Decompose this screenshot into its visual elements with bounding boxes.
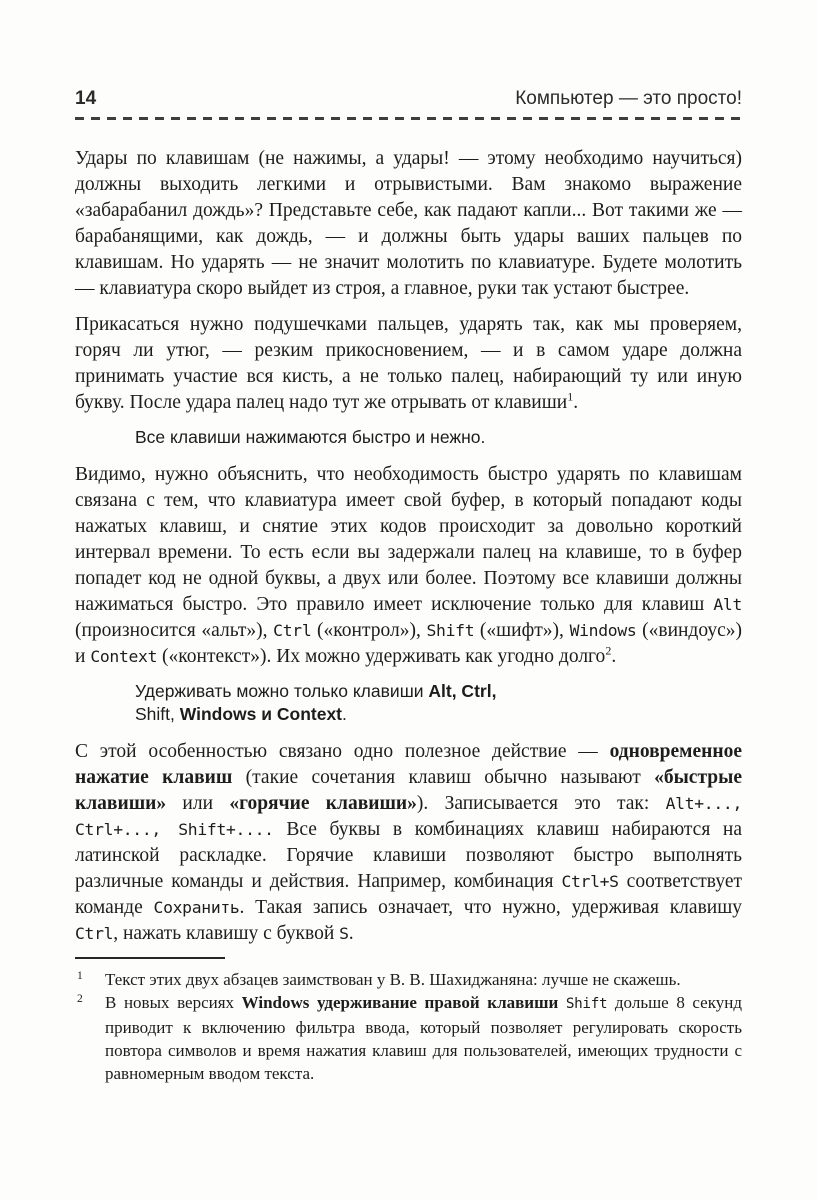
text-run: Shift, bbox=[135, 704, 180, 724]
text-run: Alt, Ctrl, bbox=[428, 681, 497, 701]
text-run bbox=[558, 993, 566, 1012]
text-run: (такие сочетания клавиш обычно называют bbox=[232, 767, 655, 788]
body-paragraph bbox=[75, 462, 742, 670]
text-run: Ctrl bbox=[273, 621, 312, 640]
text-run: («шифт»), bbox=[474, 620, 570, 641]
inset-note bbox=[135, 680, 742, 726]
text-run: (произносится «альт»), bbox=[75, 620, 274, 641]
text-run: («контрол»), bbox=[311, 620, 427, 641]
footnote-reference: 2 bbox=[605, 643, 612, 658]
text-run: соответствует команде bbox=[75, 871, 742, 918]
text-run: дольше 8 секунд приводит к включению фильтра ввода, который позволяет регулировать скорость повтора символов и время нажатия клавиш для пользователей, имеющих трудности с равномерным вводом текста. bbox=[105, 993, 742, 1083]
page-number: 14 bbox=[75, 88, 97, 109]
body-paragraph bbox=[75, 146, 742, 302]
text-run: Удерживать можно только клавиши bbox=[135, 681, 429, 701]
text-run: . bbox=[611, 646, 617, 667]
text-run: Windows bbox=[569, 621, 637, 640]
text-run: Shift bbox=[426, 621, 475, 640]
body-paragraph bbox=[75, 312, 742, 416]
text-run: Прикасаться нужно подушечками пальцев, ударять так, как мы проверяем, горяч ли утюг, — резким прикосновением, — и в самом ударе должна принимать участие вся кисть, а не только палец, набирающий ту или иную букву. После удара палец надо тут же отрывать от клавиши bbox=[75, 314, 742, 413]
book-title: Компьютер — это просто! bbox=[515, 88, 742, 109]
text-run: «горячие клавиши» bbox=[229, 793, 417, 814]
text-run: S bbox=[339, 924, 349, 943]
text-run: («виндоус») и bbox=[75, 620, 743, 667]
text-run: Удары по клавишам (не нажимы, а удары! — этому необходимо научиться) должны выходить легкими и отрывистыми. Вам знакомо выражение «забарабанил дождь»? Представьте себе, как падают капли... Вот такими же — барабанящими, как дождь, — и должны быть удары ваших пальцев по клавишам. Но ударять — не значит молотить по клавиатуре. Будете молотить — клавиатура скоро выйдет из строя, а главное, руки так устают быстрее. bbox=[75, 148, 742, 299]
text-run: Windows удерживание правой клавиши bbox=[241, 993, 559, 1012]
text-run: В новых версиях bbox=[105, 993, 242, 1012]
footnote bbox=[75, 991, 742, 1085]
page-body bbox=[75, 146, 742, 947]
footnotes-section bbox=[75, 957, 742, 1085]
text-run: или bbox=[166, 793, 230, 814]
text-run: Ctrl bbox=[75, 924, 114, 943]
text-run: Видимо, нужно объяснить, что необходимость быстро ударять по клавишам связана с тем, что клавиатура имеет свой буфер, в который попадают коды нажатых клавиш, и снятие этих кодов происходит за довольно короткий интервал времени. То есть если вы задержали палец на клавише, то в буфер попадет код не одной буквы, а двух или более. Поэтому все клавиши должны нажиматься быстро. Это правило имеет исключение только для клавиш bbox=[75, 464, 742, 615]
text-run: . bbox=[573, 392, 579, 413]
text-run: Текст этих двух абзацев заимствован у В. В. Шахиджаняна: лучше не скажешь. bbox=[105, 970, 681, 989]
footnote-rule bbox=[75, 957, 225, 959]
text-run: . bbox=[342, 704, 347, 724]
text-run: Alt bbox=[713, 595, 742, 614]
text-run: Windows и Context bbox=[179, 704, 343, 724]
text-run: одновременное нажатие клавиш bbox=[75, 741, 742, 788]
body-paragraph bbox=[75, 739, 742, 947]
text-run: Alt+..., Ctrl+..., Shift+.... bbox=[75, 794, 742, 839]
text-run: ). Записывается это так: bbox=[416, 793, 666, 814]
footnote-marker: 1 bbox=[77, 970, 83, 982]
text-run: «быстрые клавиши» bbox=[75, 767, 742, 814]
footnote-reference: 1 bbox=[567, 389, 574, 404]
text-run: Context bbox=[90, 647, 158, 666]
text-run: , нажать клавишу с буквой bbox=[113, 923, 340, 944]
inset-note bbox=[135, 426, 742, 449]
text-run: С этой особенностью связано одно полезное действие — bbox=[75, 741, 610, 762]
text-run: Все буквы в комбинациях клавиш набираются на латинской раскладке. Горячие клавиши позволяют быстро выполнять различные команды и действия. Например, комбинация bbox=[75, 819, 743, 892]
text-run: Shift bbox=[565, 996, 608, 1012]
footnote-marker: 2 bbox=[77, 993, 83, 1005]
text-run: Сохранить bbox=[153, 898, 240, 917]
header-dashed-rule bbox=[75, 117, 742, 120]
running-head bbox=[75, 88, 742, 120]
text-run: Все клавиши нажимаются быстро и нежно. bbox=[135, 427, 486, 447]
text-run: . Такая запись означает, что нужно, удерживая клавишу bbox=[239, 897, 742, 918]
text-run: . bbox=[348, 923, 354, 944]
footnotes-list bbox=[75, 968, 742, 1085]
footnote bbox=[75, 968, 742, 991]
text-run: («контекст»). Их можно удерживать как угодно долго bbox=[157, 646, 606, 667]
text-run: Ctrl+S bbox=[561, 872, 619, 891]
